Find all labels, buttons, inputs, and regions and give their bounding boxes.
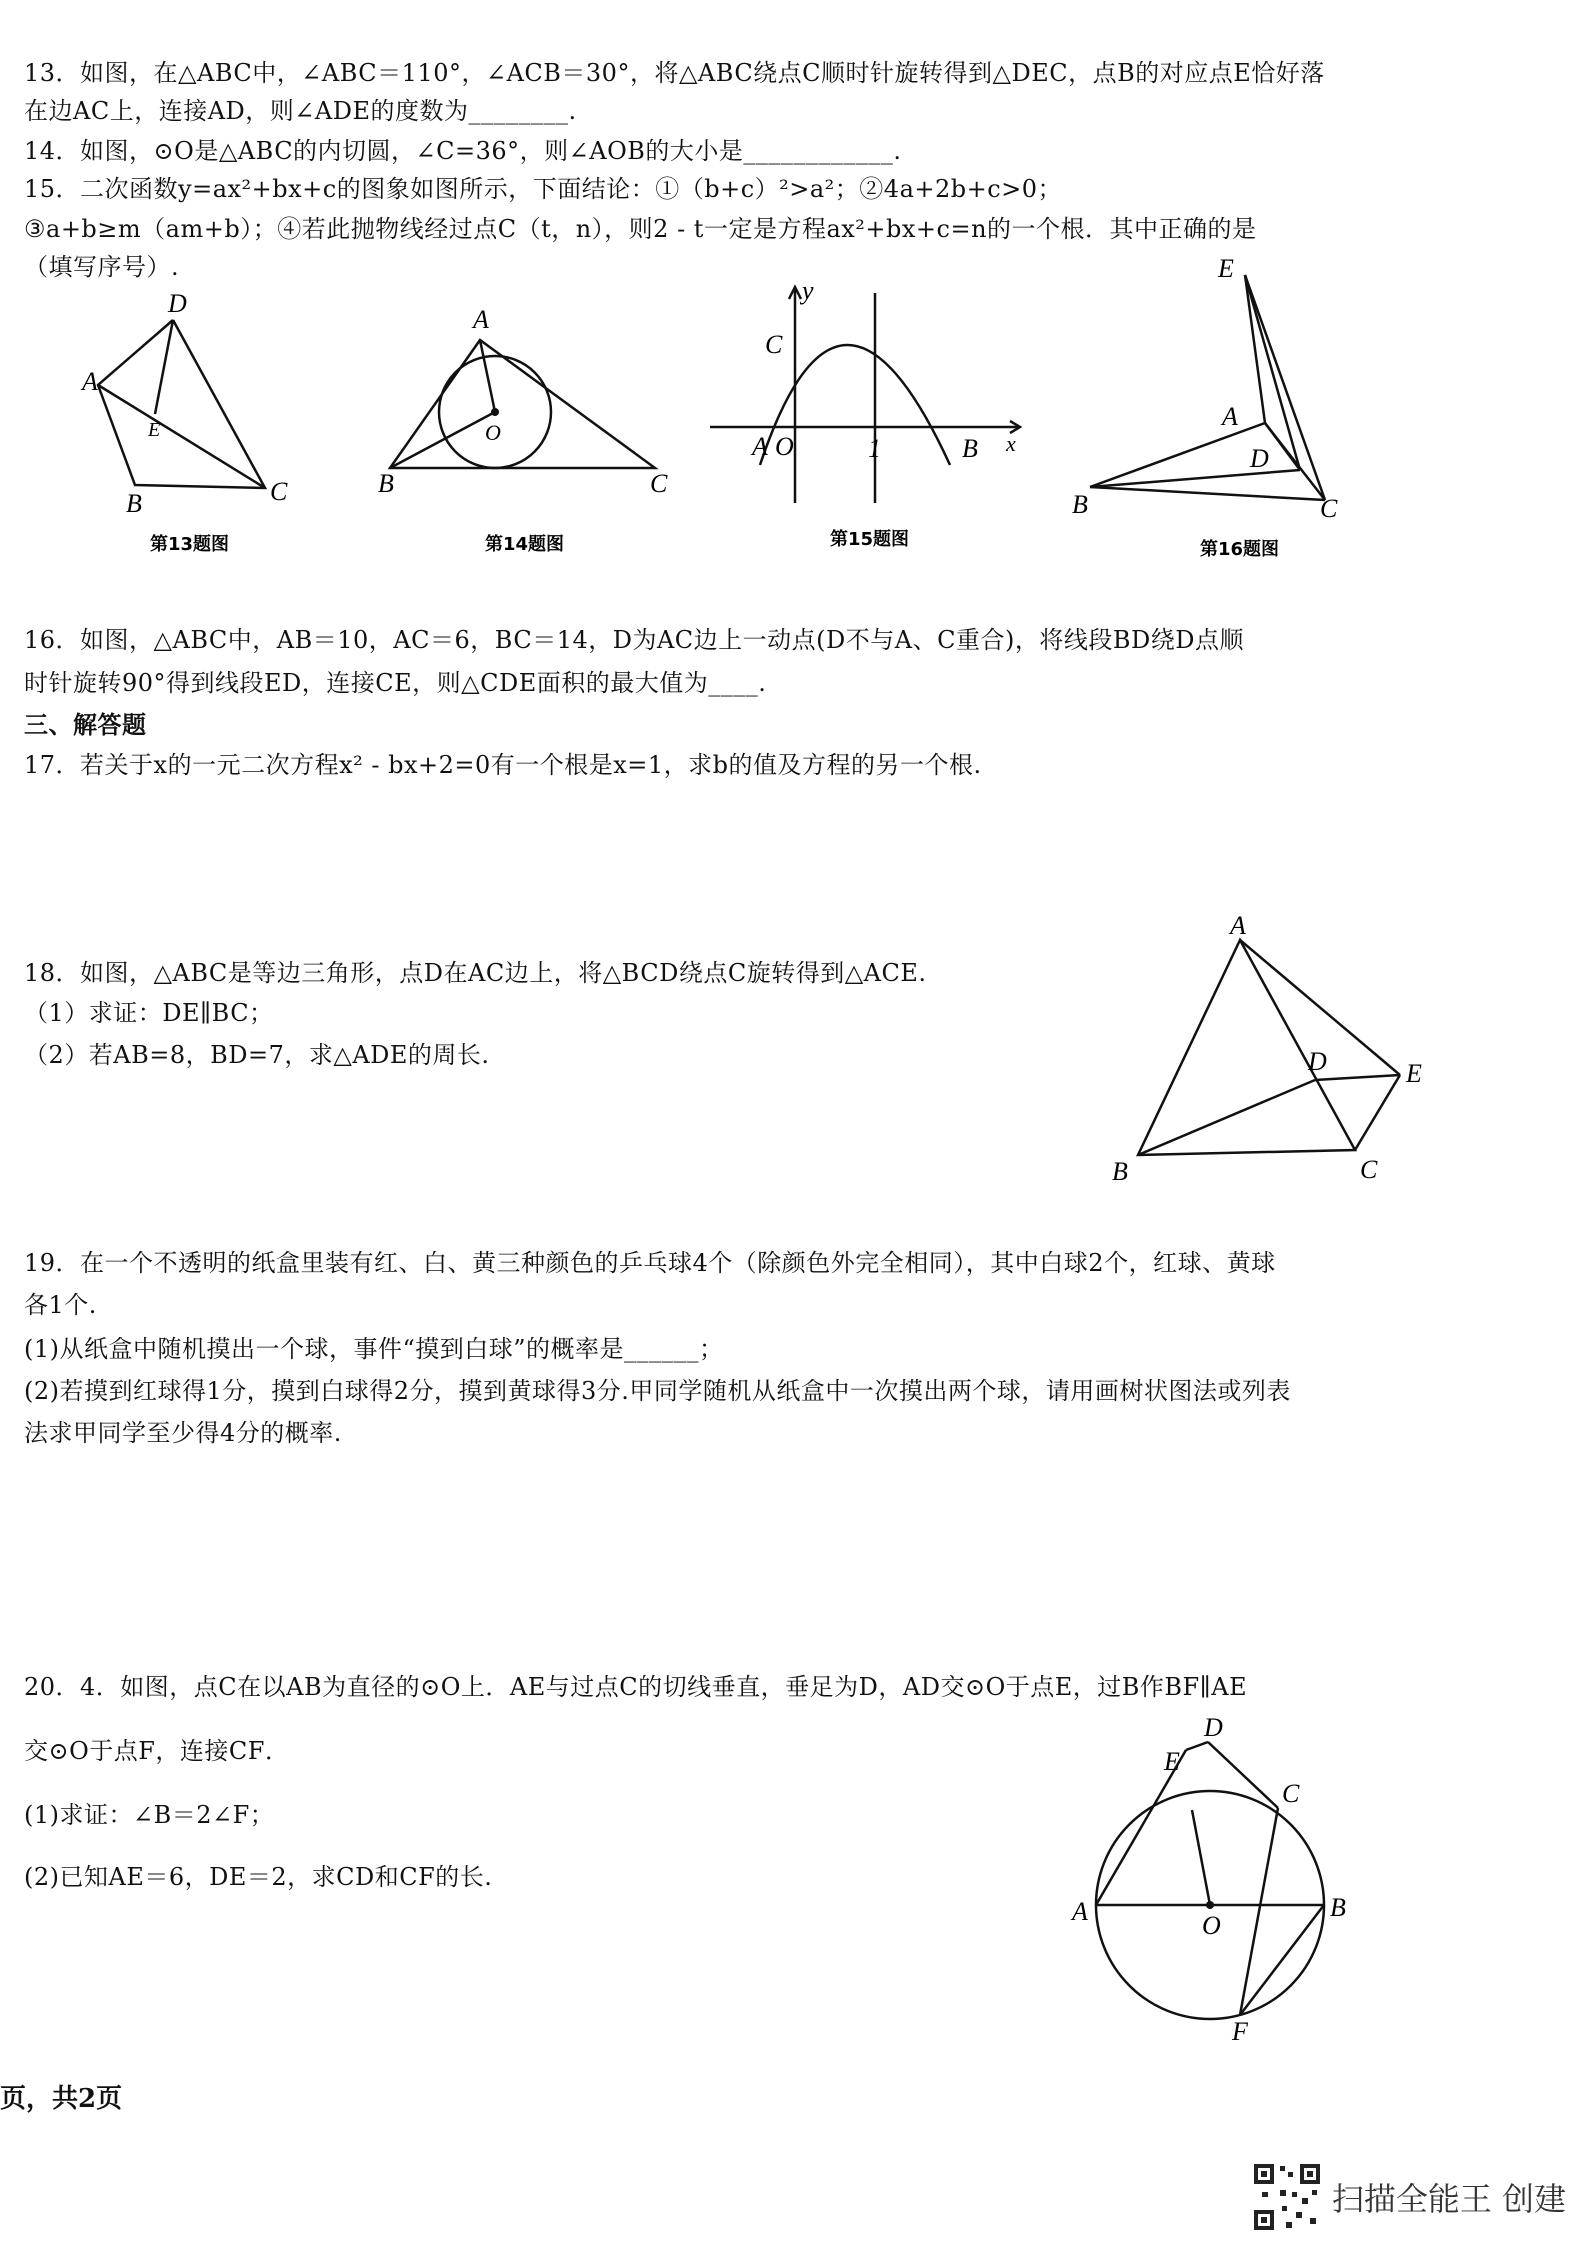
label-C: C [650,469,668,498]
label-D: D [1308,1047,1327,1076]
label-E: E [1218,254,1234,283]
figure-13 [80,290,320,564]
label-B: B [1112,1157,1128,1186]
figure-16 [1070,255,1370,569]
q14-text: 14．如图，⊙O是△ABC的内切圆，∠C=36°，则∠AOB的大小是____________. [24,137,902,165]
figure-18 [1100,910,1440,1204]
section-3-heading: 三、解答题 [24,710,147,739]
label-O: O [1202,1911,1221,1940]
q20-line1: 20．4．如图，点C在以AB为直径的⊙O上．AE与过点C的切线垂直，垂足为D，AD交⊙O于点E，过B作BF∥AE [24,1673,1248,1701]
figure-14-caption: 第14题图 [485,534,565,555]
label-D: D [168,289,187,318]
q20-line3: (1)求证：∠B＝2∠F； [24,1801,275,1829]
q17-text: 17．若关于x的一元二次方程x² - bx+2=0有一个根是x=1，求b的值及方程的另一个根. [24,751,982,779]
label-B: B [1072,490,1088,519]
q16-line1: 16．如图，△ABC中，AB＝10，AC＝6，BC＝14，D为AC边上一动点(D不与A、C重合)，将线段BD绕D点顺 [24,626,1244,654]
label-C: C [1360,1155,1378,1184]
label-O: O [775,432,794,461]
label-y: y [802,276,814,305]
q15-line1: 15．二次函数y=ax²+bx+c的图象如图所示，下面结论：①（b+c）²>a²；②4a+2b+c>0； [24,175,1063,203]
q19-line5: 法求甲同学至少得4分的概率. [24,1419,342,1447]
qr-code-icon [1252,2162,1322,2232]
q16-line2: 时针旋转90°得到线段ED，连接CE，则△CDE面积的最大值为____. [24,669,767,697]
label-O: O [485,420,501,445]
label-C: C [765,330,783,359]
figure-14 [370,300,670,564]
watermark-text: 扫描全能王 创建 [1331,2180,1566,2218]
scanner-watermark [1252,2162,1566,2232]
label-A: A [82,367,98,396]
label-E: E [1164,1747,1180,1776]
q13-line2: 在边AC上，连接AD，则∠ADE的度数为________. [24,97,577,125]
label-C: C [1320,494,1338,523]
q19-line1: 19．在一个不透明的纸盒里装有红、白、黄三种颜色的乒乓球4个（除颜色外完全相同），其中白球2个，红球、黄球 [24,1249,1276,1277]
q15-line2: ③a+b≥m（am+b）；④若此抛物线经过点C（t，n），则2 - t一定是方程ax²+bx+c=n的一个根．其中正确的是 [24,215,1257,243]
label-E: E [148,419,161,441]
label-B: B [962,434,978,463]
q20-line2: 交⊙O于点F，连接CF． [24,1737,290,1765]
label-A: A [1072,1897,1088,1926]
q18-line3: （2）若AB=8，BD=7，求△ADE的周长. [24,1041,490,1069]
label-B: B [378,469,394,498]
label-F: F [1232,2017,1248,2046]
q13-line1: 13．如图，在△ABC中，∠ABC＝110°，∠ACB＝30°，将△ABC绕点C顺时针旋转得到△DEC，点B的对应点E恰好落 [24,59,1325,87]
q18-line1: 18．如图，△ABC是等边三角形，点D在AC边上，将△BCD绕点C旋转得到△ACE. [24,959,927,987]
q19-line2: 各1个. [24,1291,97,1319]
label-A: A [1230,911,1246,940]
label-C: C [1282,1779,1300,1808]
figure-15-caption: 第15题图 [830,529,910,550]
q15-line3: （填写序号）. [24,253,180,281]
label-A: A [752,432,768,461]
label-one: 1 [868,434,881,463]
label-A: A [473,305,489,334]
label-B: B [126,489,142,518]
label-C: C [270,477,288,506]
figure-16-caption: 第16题图 [1200,539,1280,560]
q19-line4: (2)若摸到红球得1分，摸到白球得2分，摸到黄球得3分.甲同学随机从纸盒中一次摸出两个球，请用画树状图法或列表 [24,1377,1291,1405]
figure-15 [700,275,1030,559]
q19-line3: (1)从纸盒中随机摸出一个球，事件“摸到白球”的概率是______； [24,1335,724,1363]
label-B: B [1330,1893,1346,1922]
label-x: x [1006,431,1016,456]
q18-line2: （1）求证：DE∥BC； [24,999,274,1027]
figure-20 [1060,1713,1380,2054]
figure-13-caption: 第13题图 [150,534,230,555]
label-D: D [1204,1713,1223,1742]
label-D: D [1250,444,1269,473]
label-E: E [1406,1059,1422,1088]
page-footer: 页，共2页 [0,2084,123,2114]
q20-line4: (2)已知AE＝6，DE＝2，求CD和CF的长. [24,1863,493,1891]
label-A: A [1222,402,1238,431]
